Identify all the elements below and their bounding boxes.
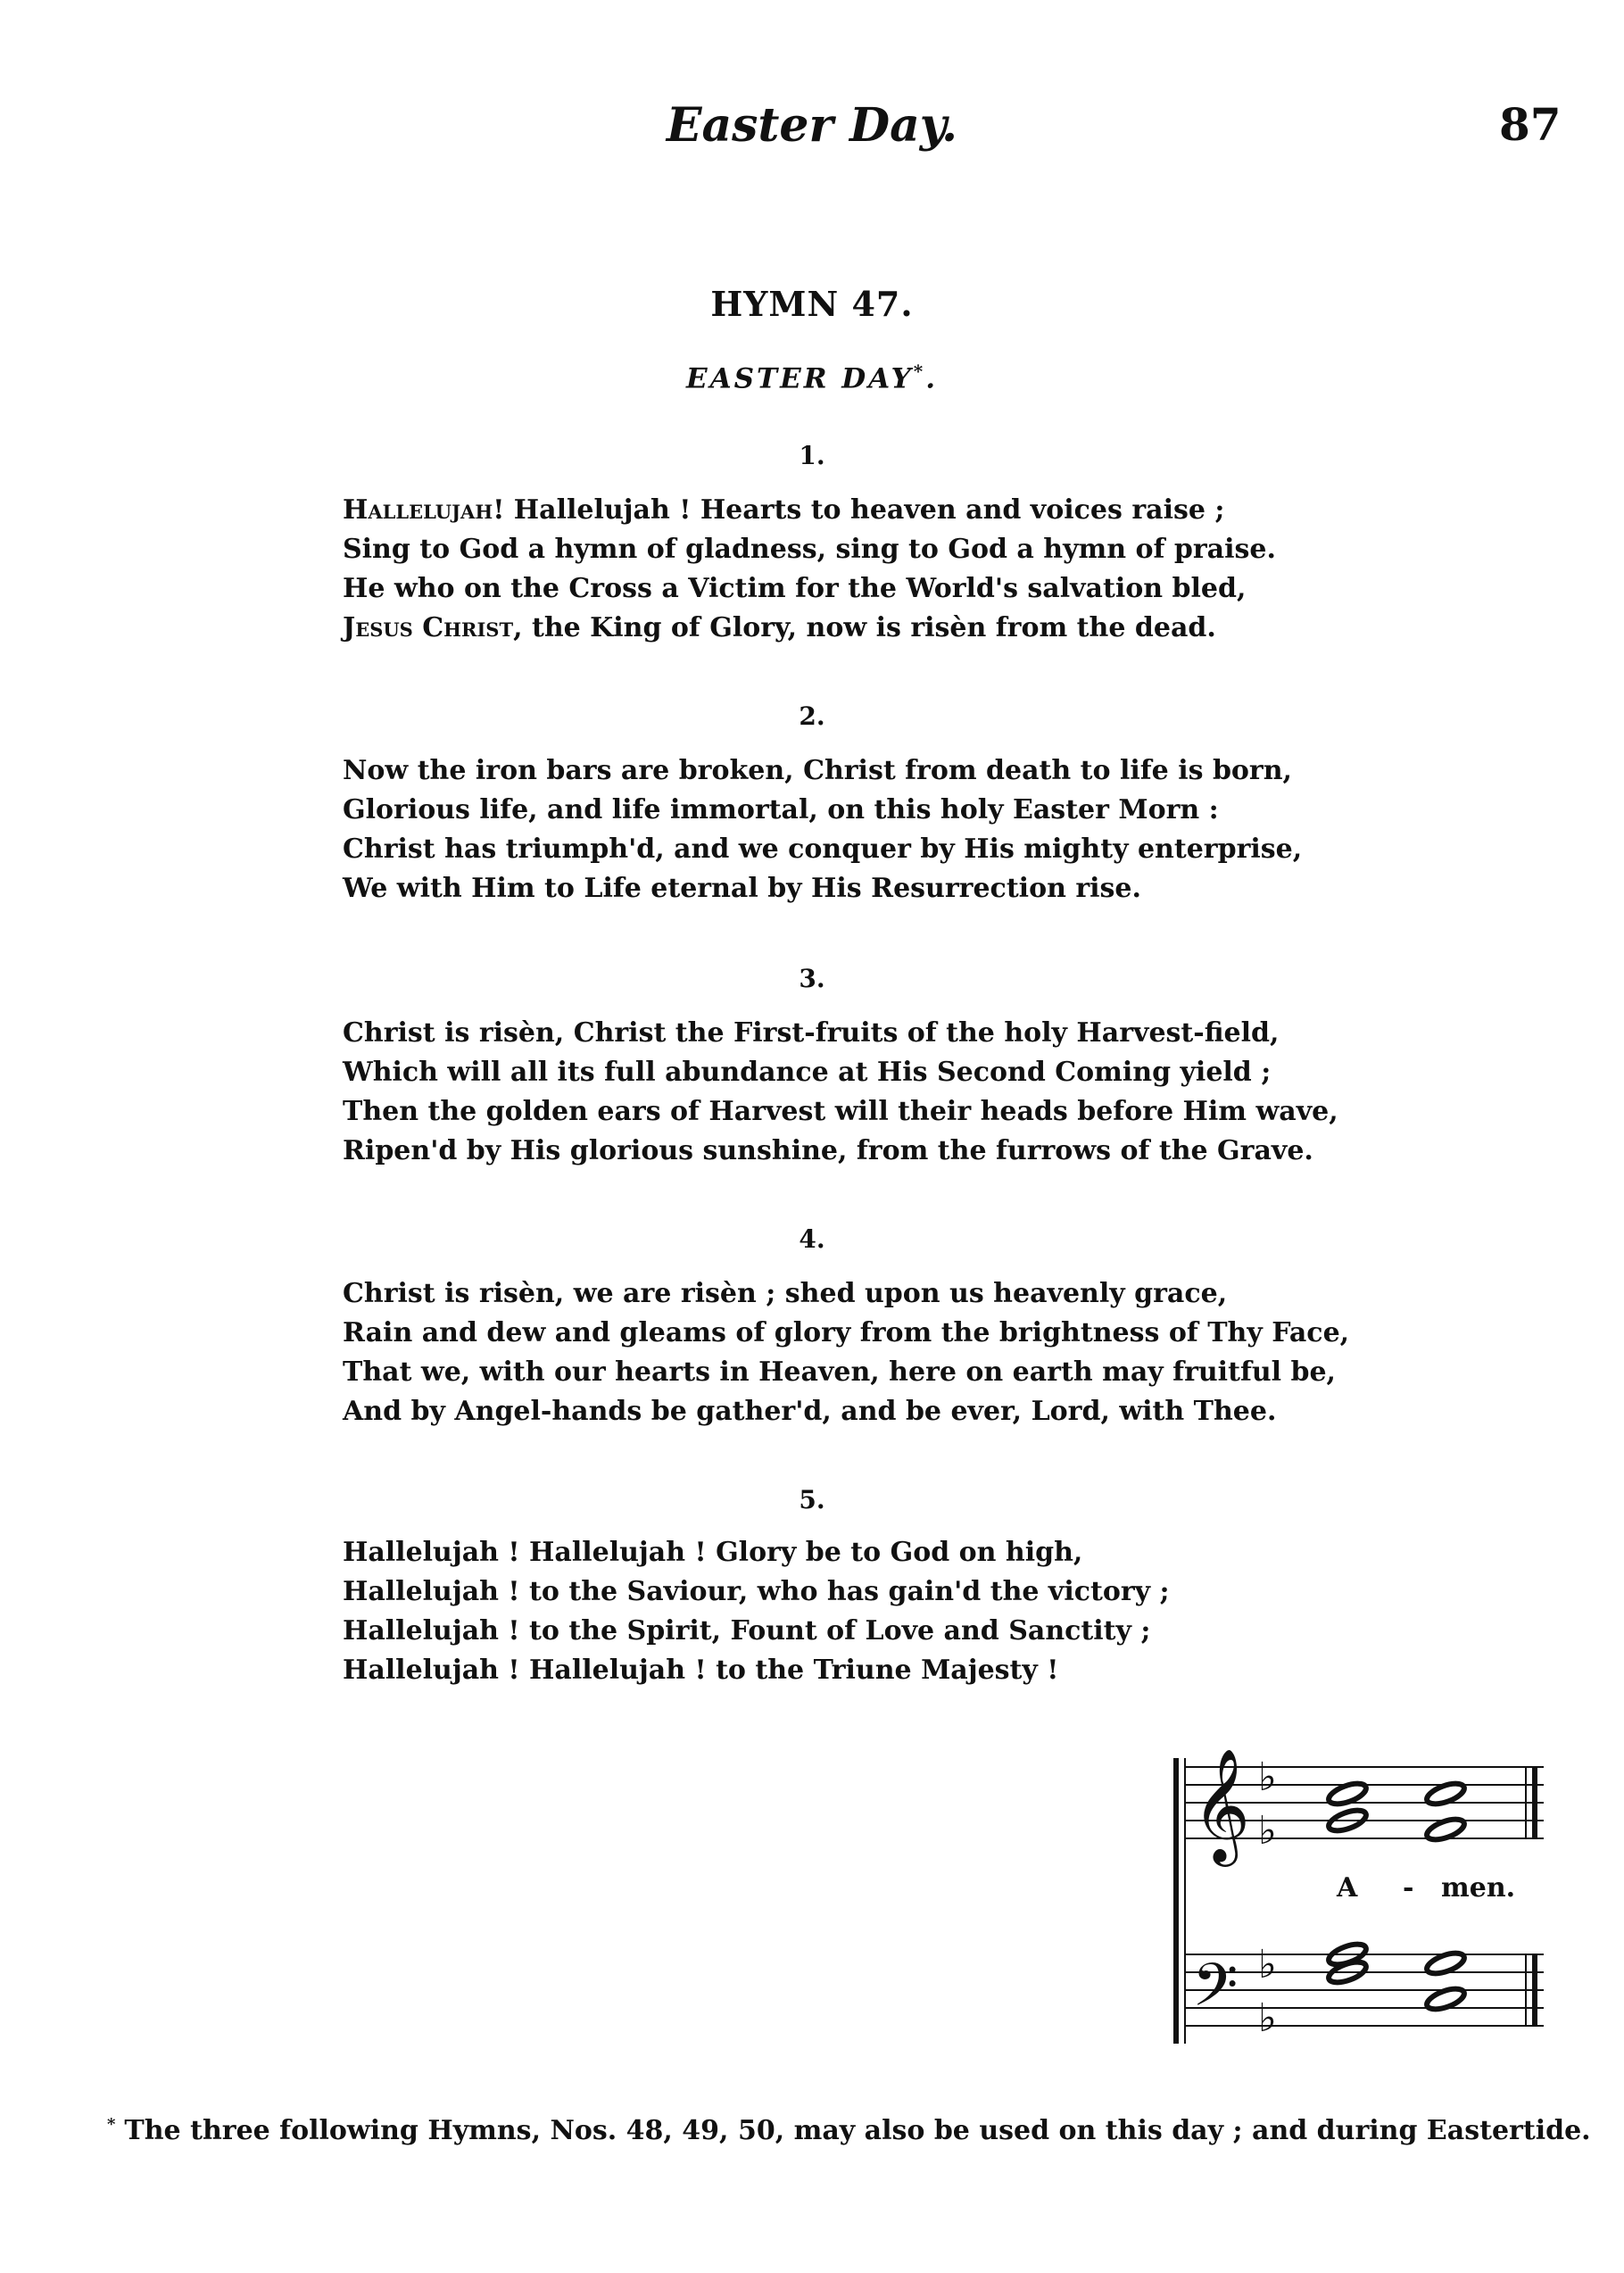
verse-line: That we, with our hearts in Heaven, here on earth may fruitful be,	[343, 1356, 1337, 1388]
svg-text:♭: ♭	[1258, 1942, 1277, 1987]
amen-hyphen: -	[1403, 1872, 1414, 1904]
verse-line: Christ has triumph'd, and we conquer by His mighty enterprise,	[343, 834, 1303, 865]
small-caps-word: Hallelujah	[343, 494, 493, 526]
small-caps-word: Jesus Christ	[343, 612, 514, 643]
footnote	[107, 2115, 1591, 2146]
verse-line: Glorious life, and life immortal, on this holy Easter Morn :	[343, 794, 1219, 825]
verse-line: Christ is risèn, Christ the First-fruits of the holy Harvest-field,	[343, 1017, 1280, 1049]
line-rest: , the King of Glory, now is risèn from the dead.	[513, 612, 1216, 643]
svg-text:𝄞: 𝄞	[1192, 1749, 1251, 1862]
verse-line: Then the golden ears of Harvest will their heads before Him wave,	[343, 1096, 1338, 1127]
verse-line: Which will all its full abundance at His Second Coming yield ;	[343, 1057, 1272, 1088]
verse-line: Christ is risèn, we are risèn ; shed upon us heavenly grace,	[343, 1278, 1228, 1309]
verse-5	[343, 1533, 1342, 1690]
verse-number-2: 2.	[799, 701, 825, 731]
svg-text:♭: ♭	[1258, 1808, 1277, 1854]
hymn-subtitle: EASTER DAY*.	[685, 361, 939, 395]
verse-number-3: 3.	[799, 964, 825, 993]
amen-music-notation	[1169, 1749, 1544, 2053]
subtitle-footnote-mark: *	[913, 361, 926, 382]
verse-2	[343, 751, 1342, 908]
verse-line: He who on the Cross a Victim for the World's salvation bled,	[343, 573, 1247, 604]
verse-line: Now the iron bars are broken, Christ from death to life is born,	[343, 755, 1292, 786]
verse-line	[343, 491, 1342, 530]
svg-text:♭: ♭	[1258, 1995, 1277, 2041]
verse-4	[343, 1274, 1350, 1431]
verse-line: We with Him to Life eternal by His Resurrection rise.	[343, 873, 1141, 904]
page-number: 87	[1499, 98, 1562, 151]
verse-line: Rain and dew and gleams of glory from the brightness of Thy Face,	[343, 1317, 1350, 1348]
hymn-title: HYMN 47.	[710, 284, 914, 324]
verse-number-1: 1.	[799, 441, 825, 470]
subtitle-text: EASTER DAY	[685, 362, 914, 395]
line-rest: ! Hallelujah ! Hearts to heaven and voices raise ;	[493, 494, 1225, 526]
amen-syllable-a: A	[1337, 1872, 1358, 1904]
footnote-mark: *	[107, 2115, 116, 2134]
svg-text:♭: ♭	[1258, 1755, 1277, 1800]
verse-1	[343, 491, 1342, 648]
verse-line: Hallelujah ! to the Spirit, Fount of Love and Sanctity ;	[343, 1615, 1151, 1647]
verse-line: Hallelujah ! Hallelujah ! Glory be to God on high,	[343, 1537, 1083, 1568]
svg-text:𝄢: 𝄢	[1192, 1951, 1239, 2034]
verse-number-5: 5.	[799, 1485, 825, 1514]
verse-3	[343, 1014, 1342, 1171]
verse-line: Sing to God a hymn of gladness, sing to God a hymn of praise.	[343, 534, 1276, 565]
footnote-text: The three following Hymns, Nos. 48, 49, 50, may also be used on this day ; and during Eastertide.	[124, 2115, 1591, 2146]
verse-number-4: 4.	[799, 1224, 825, 1254]
running-title: Easter Day.	[666, 98, 958, 153]
verse-line: Ripen'd by His glorious sunshine, from the furrows of the Grave.	[343, 1135, 1313, 1166]
verse-line: Hallelujah ! Hallelujah ! to the Triune Majesty !	[343, 1655, 1059, 1686]
verse-line: And by Angel-hands be gather'd, and be ever, Lord, with Thee.	[343, 1396, 1277, 1427]
amen-syllable-men: men.	[1441, 1872, 1516, 1904]
verse-line	[343, 609, 1342, 648]
verse-line: Hallelujah ! to the Saviour, who has gain'd the victory ;	[343, 1576, 1170, 1607]
